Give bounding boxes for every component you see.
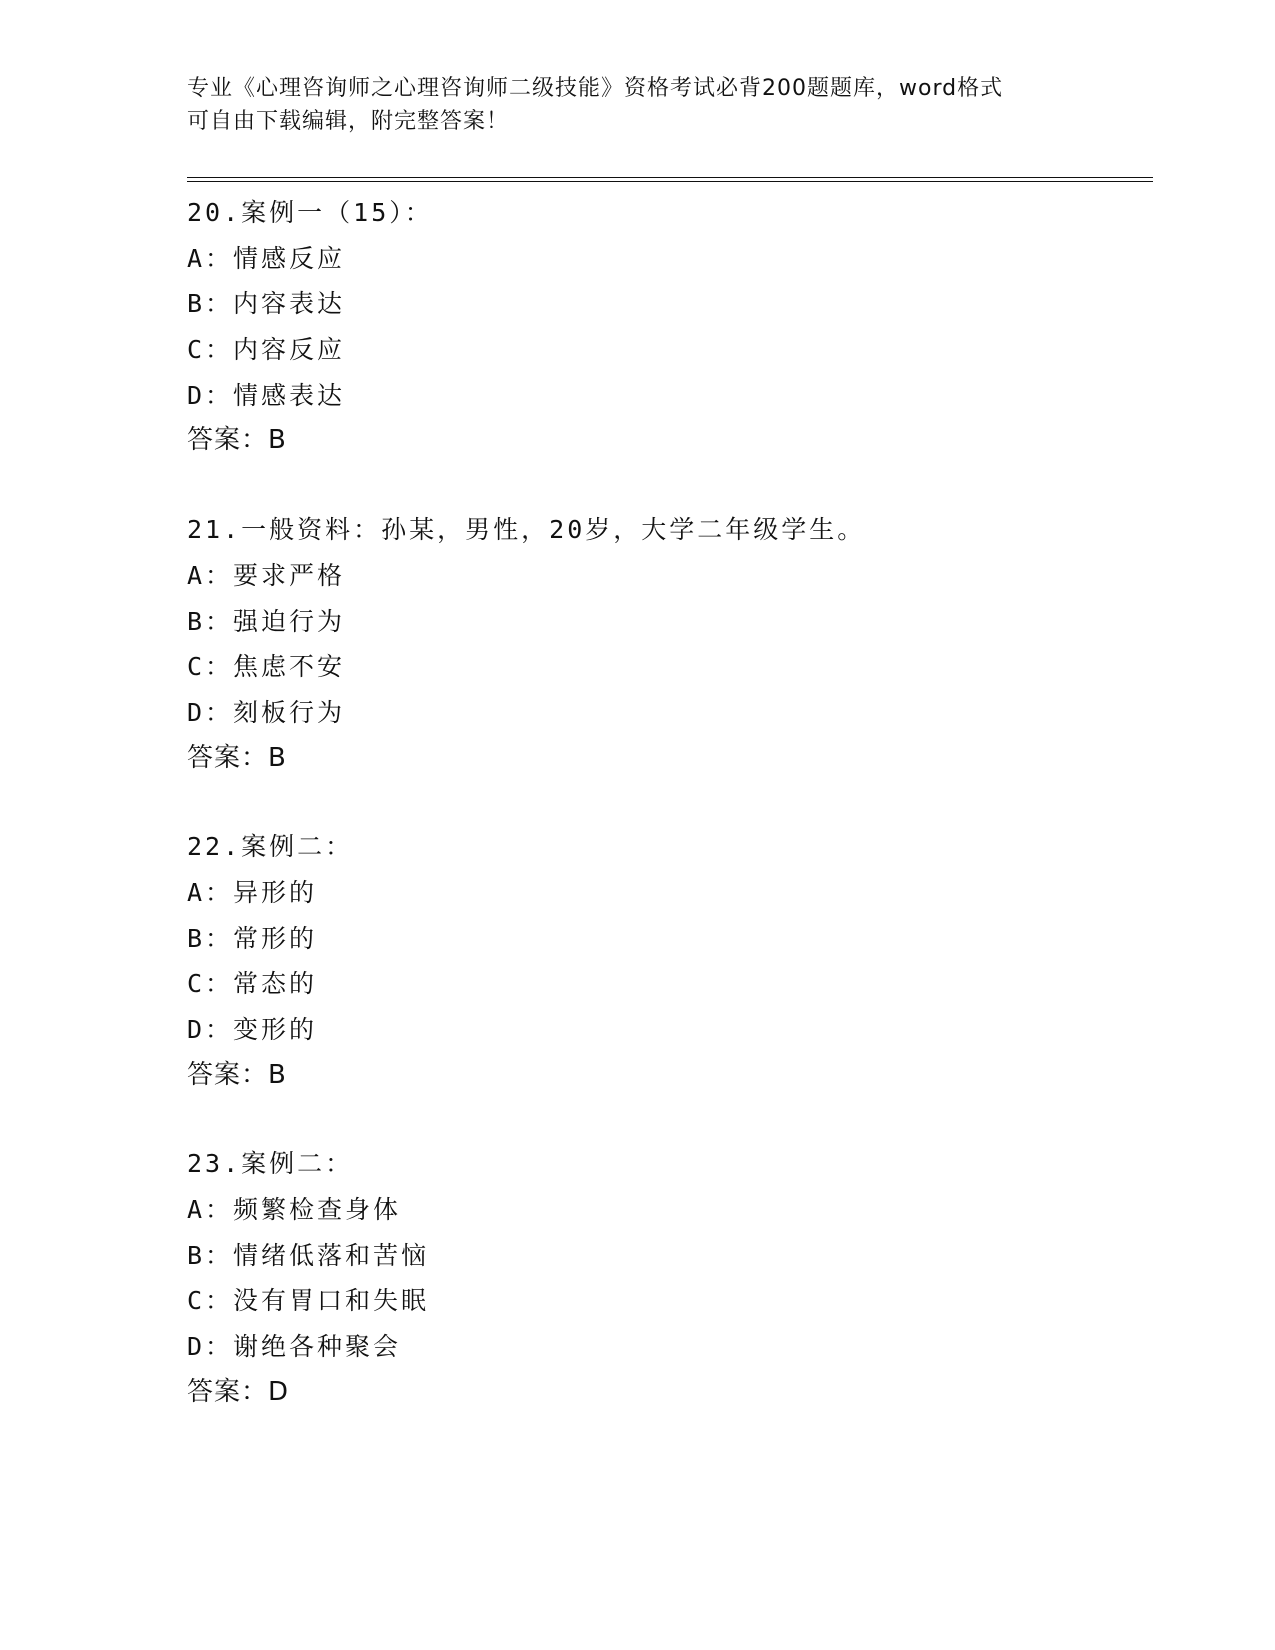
question-stem: 23.案例二： (187, 1149, 354, 1179)
option-b: B：常形的 (187, 923, 318, 953)
option-d: D：变形的 (187, 1015, 318, 1044)
answer-line: 答案：D (187, 1376, 290, 1407)
option-c: C：内容反应 (187, 335, 346, 365)
option-a: A：频繁检查身体 (187, 1195, 402, 1225)
answer-line: 答案：B (187, 742, 287, 773)
question-list (187, 190, 1147, 1459)
question-stem: 21.一般资料：孙某，男性，20岁，大学二年级学生。 (187, 515, 866, 545)
question-stem: 22.案例二： (187, 832, 354, 862)
option-d: D：情感表达 (187, 380, 346, 410)
header-double-rule (187, 177, 1153, 182)
option-b: B：情绪低落和苦恼 (187, 1240, 430, 1270)
option-a: A：情感反应 (187, 243, 346, 273)
document-header (187, 72, 1067, 138)
option-d: D：谢绝各种聚会 (187, 1332, 402, 1362)
option-d: D：刻板行为 (187, 697, 346, 727)
question-21 (187, 507, 1147, 781)
header-line-2: 可自由下载编辑，附完整答案！ (187, 109, 510, 134)
option-c: C：常态的 (187, 969, 318, 999)
header-line-1: 专业《心理咨询师之心理咨询师二级技能》资格考试必背200题题库，word格式 (187, 76, 1004, 101)
option-c: C：没有胃口和失眠 (187, 1286, 430, 1316)
answer-line: 答案：B (187, 425, 287, 456)
question-22 (187, 824, 1147, 1098)
option-b: B：内容表达 (187, 289, 346, 319)
question-20 (187, 190, 1147, 464)
answer-line: 答案：B (187, 1059, 287, 1090)
question-23 (187, 1141, 1147, 1415)
option-c: C：焦虑不安 (187, 652, 346, 682)
option-b: B：强迫行为 (187, 606, 346, 636)
question-stem: 20.案例一（15）： (187, 198, 433, 227)
option-a: A：异形的 (187, 877, 318, 907)
option-a: A：要求严格 (187, 560, 346, 590)
